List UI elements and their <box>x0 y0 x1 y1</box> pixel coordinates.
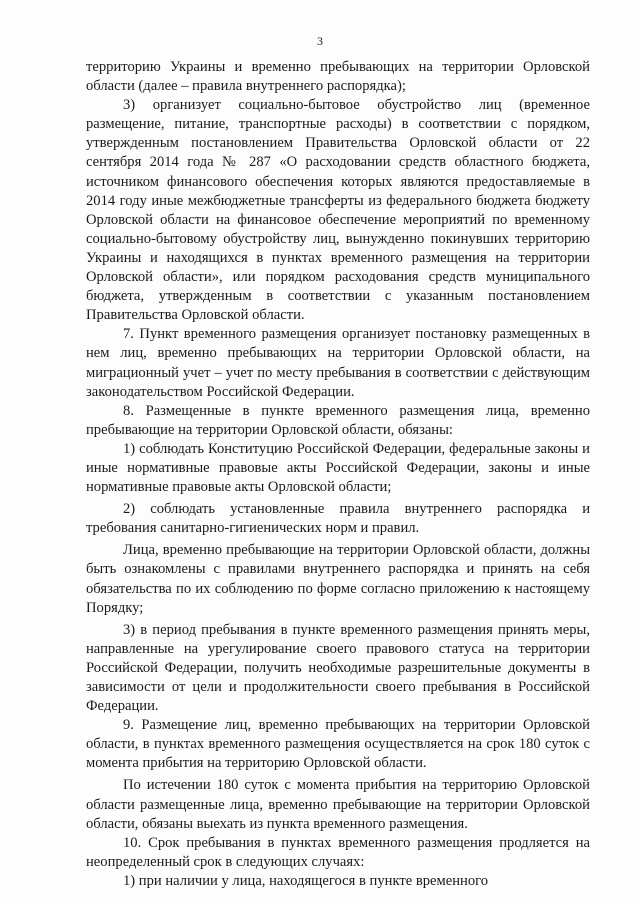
paragraph-duty-1: 1) соблюдать Конституцию Российской Федерации, федеральные законы и иные нормативные правовые акты Российской Федерации, законы и иные нормативные правовые акты Орловской области; <box>86 440 590 496</box>
paragraph-extension-1: 1) при наличии у лица, находящегося в пункте временного <box>123 872 489 889</box>
paragraph-duty-3: 3) в период пребывания в пункте временного размещения принять меры, направленные на урегулирование своего правового статуса на территории Российской Федерации, получить необходимые разрешительные документы в зависимости от цели и продолжительности своего пребывания в Российской Федерации. <box>86 621 590 715</box>
document-body <box>86 58 590 891</box>
paragraph-clause-7: 7. Пункт временного размещения организует постановку размещенных в нем лиц, временно пребывающих на территории Орловской области, на миграционный учет – учет по месту пребывания в соответствии с действующим законодательством Российской Федерации. <box>86 326 590 400</box>
paragraph-continuation: территорию Украины и временно пребывающих на территории Орловской области (далее – правила внутреннего распорядка); <box>86 59 590 95</box>
page-number: 3 <box>317 34 323 48</box>
paragraph-acquaintance: Лица, временно пребывающие на территории Орловской области, должны быть ознакомлены с правилами внутреннего распорядка и принять на себя обязательства по их соблюдению по форме согласно приложению к настоящему Порядку; <box>86 542 590 616</box>
paragraph-clause-8: 8. Размещенные в пункте временного размещения лица, временно пребывающие на территории Орловской области, обязаны: <box>86 402 590 438</box>
paragraph-item-3-social: 3) организует социально-бытовое обустройство лиц (временное размещение, питание, транспортные расходы) в соответствии с порядком, утвержденным постановлением Правительства Орловской области от 22 сентября 2014 года № 287 «О расходовании средств областного бюджета, источником финансового обеспечения которых являются предоставляемые в 2014 году иные межбюджетные трансферты из федерального бюджета бюджету Орловской области на финансовое обеспечение мероприятий по временному социально-бытовому обустройству лиц, вынужденно покинувших территорию Украины и находящихся в пунктах временного размещения на территории Орловской области», или порядком расходования средств муниципального бюджета, утвержденным в соответствии с указанным постановлением Правительства Орловской области. <box>86 97 590 324</box>
paragraph-after-180-days: По истечении 180 суток с момента прибытия на территорию Орловской области размещенные лица, временно пребывающие на территории Орловской области, обязаны выехать из пункта временного размещения. <box>86 777 590 832</box>
paragraph-duty-2: 2) соблюдать установленные правила внутреннего распорядка и требования санитарно-гигиенических норм и правил. <box>86 501 590 537</box>
paragraph-clause-9: 9. Размещение лиц, временно пребывающих на территории Орловской области, в пунктах временного размещения осуществляется на срок 180 суток с момента прибытия на территорию Орловской области. <box>86 717 590 772</box>
paragraph-clause-10: 10. Срок пребывания в пунктах временного размещения продляется на неопределенный срок в следующих случаях: <box>86 834 590 870</box>
